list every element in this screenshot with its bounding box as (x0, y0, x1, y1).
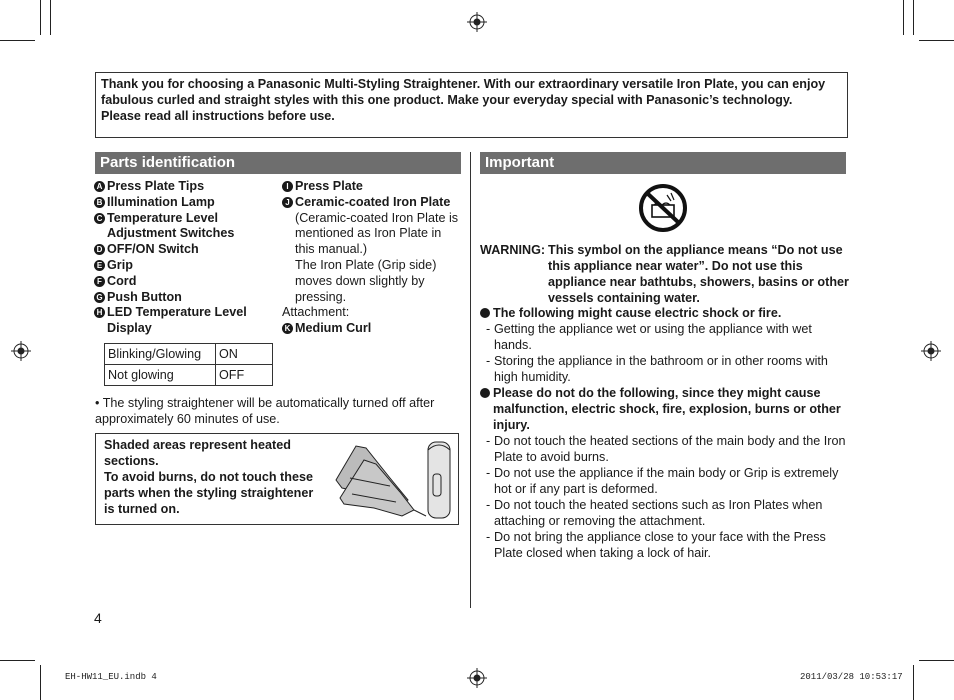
list-item: - Do not touch the heated sections of the main body and the Iron Plate to avoid burns. (486, 434, 846, 464)
table-cell: Not glowing (105, 365, 216, 386)
no-water-symbol-icon (637, 183, 689, 233)
intro-box (95, 72, 848, 138)
bullet-dot-icon (480, 388, 490, 398)
registration-mark-icon (11, 341, 31, 361)
list-item: - Storing the appliance in the bathroom or in other rooms with high humidity. (486, 354, 828, 384)
part-letter-badge: J (282, 197, 293, 208)
footer-file: EH-HW11_EU.indb 4 (65, 672, 157, 682)
footer-date: 2011/03/28 10:53:17 (800, 672, 903, 682)
intro-text: Thank you for choosing a Panasonic Multi-Styling Straightener. With our extraordinary versatile Iron Plate, you can enjoy fabulous curled and straight styles with this one product. Make your everyday special with Panasonic’s technology. (101, 77, 826, 107)
crop-mark (40, 0, 41, 35)
part-item: G Push Button (94, 290, 274, 306)
table-row (105, 344, 273, 365)
parts-list-left (94, 179, 274, 337)
part-letter-badge: B (94, 197, 105, 208)
part-note: The Iron Plate (Grip side) moves down slightly by pressing. (295, 257, 437, 304)
part-letter-badge: C (94, 213, 105, 224)
list-item: - Getting the appliance wet or using the appliance with wet hands. (486, 322, 812, 352)
bullet-heading: Please do not do the following, since they might cause malfunction, electric shock, fire, explosion, burns or other injury. (480, 385, 848, 433)
part-letter-badge: E (94, 260, 105, 271)
led-status-table (104, 343, 273, 386)
part-item: A Press Plate Tips (94, 179, 274, 195)
table-row (105, 365, 273, 386)
page-number: 4 (94, 610, 102, 626)
registration-mark-icon (467, 668, 487, 688)
part-letter-badge: D (94, 244, 105, 255)
table-cell: ON (216, 344, 273, 365)
crop-mark (50, 0, 51, 35)
parts-list-right (282, 179, 464, 337)
crop-mark (913, 0, 914, 35)
registration-mark-icon (921, 341, 941, 361)
table-cell: Blinking/Glowing (105, 344, 216, 365)
crop-mark (0, 40, 35, 41)
part-letter-badge: A (94, 181, 105, 192)
part-item: E Grip (94, 258, 274, 274)
part-item: I Press Plate (282, 179, 464, 195)
important-heading: Important (480, 152, 846, 174)
list-item: - Do not bring the appliance close to your face with the Press Plate closed when taking a lock of hair. (486, 530, 826, 560)
important-list (480, 305, 848, 561)
crop-mark (919, 40, 954, 41)
part-item: C Temperature Level Adjustment Switches (94, 211, 274, 243)
part-letter-badge: I (282, 181, 293, 192)
part-item: H LED Temperature Level Display (94, 305, 274, 337)
crop-mark (913, 665, 914, 700)
warning-block (480, 242, 850, 306)
parts-heading: Parts identification (95, 152, 461, 174)
warning-text: This symbol on the appliance means “Do not use this appliance near water”. Do not use this appliance near bathtubs, showers, basins or other vessels containing water. (548, 243, 849, 305)
part-item: J Ceramic-coated Iron Plate (282, 195, 464, 211)
straightener-illustration (330, 438, 456, 522)
part-letter-badge: H (94, 307, 105, 318)
part-item: K Medium Curl (282, 321, 464, 337)
shaded-warning: To avoid burns, do not touch these parts when the styling straightener is turned on. (104, 470, 314, 516)
warning-label: WARNING: (480, 243, 546, 257)
crop-mark (40, 665, 41, 700)
crop-mark (919, 660, 954, 661)
part-note: (Ceramic-coated Iron Plate is mentioned as Iron Plate in this manual.) (295, 210, 459, 257)
part-letter-badge: F (94, 276, 105, 287)
crop-mark (0, 660, 35, 661)
bullet-dot-icon (480, 308, 490, 318)
attachment-label: Attachment: (282, 305, 350, 320)
crop-mark (903, 0, 904, 35)
list-item: - Do not touch the heated sections such as Iron Plates when attaching or removing the attachment. (486, 498, 823, 528)
registration-mark-icon (467, 12, 487, 32)
list-item: - Do not use the appliance if the main body or Grip is extremely hot or if any part is deformed. (486, 466, 839, 496)
part-letter-badge: G (94, 292, 105, 303)
table-cell: OFF (216, 365, 273, 386)
column-divider (470, 152, 471, 608)
bullet-heading: The following might cause electric shock or fire. (480, 305, 848, 321)
intro-instruction: Please read all instructions before use. (101, 109, 335, 123)
auto-off-note: • The styling straightener will be automatically turned off after approximately 60 minutes of use. (95, 396, 435, 426)
part-item: F Cord (94, 274, 274, 290)
part-letter-badge: K (282, 323, 293, 334)
part-item: D OFF/ON Switch (94, 242, 274, 258)
shaded-areas-box (95, 433, 459, 525)
shaded-text: Shaded areas represent heated sections. (104, 438, 291, 468)
part-item: B Illumination Lamp (94, 195, 274, 211)
